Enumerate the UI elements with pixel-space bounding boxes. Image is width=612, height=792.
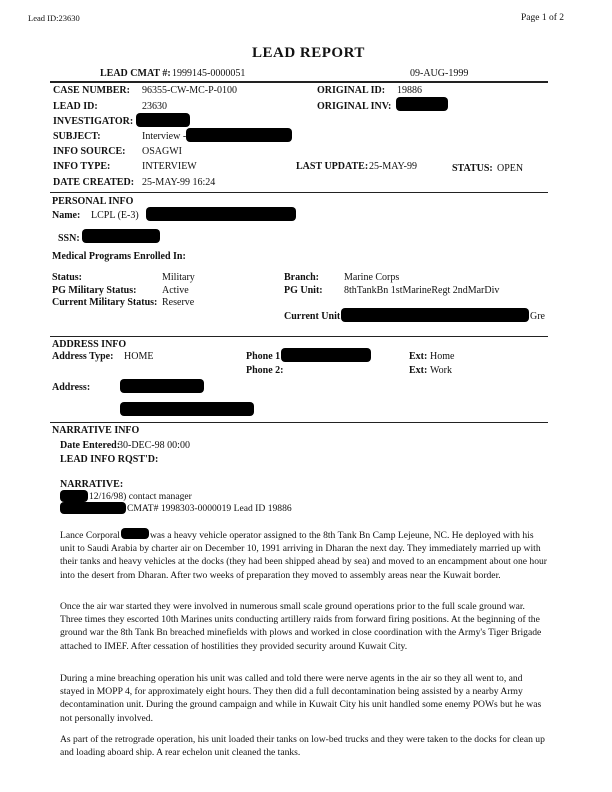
redaction: [146, 207, 296, 221]
medical-programs-label: Medical Programs Enrolled In:: [52, 251, 186, 262]
address-label: Address:: [52, 382, 91, 393]
branch-value: Marine Corps: [344, 272, 400, 283]
narrative-p1-start: Lance Corporal: [60, 530, 120, 541]
branch-label: Branch:: [284, 272, 319, 283]
current-unit-label: Current Unit: [284, 311, 341, 322]
subject-value: Interview -: [142, 131, 187, 142]
ext1-label: Ext:: [409, 351, 428, 362]
name-value: LCPL (E-3): [91, 210, 139, 221]
narrative-paragraph-2: Once the air war started they were involved in numerous small scale ground operations prior to the full scale ground war. Three times they escorted 10th Marines units conducting artillery raids from forward firing positions. At the beginning of the ground war the 8th Tank Bn breached minefields with plows and worked in close coordination with the Army's Tiger Brigade attached to IMEF. After cessation of hostilities they provided security around Kuwait City.: [60, 601, 542, 652]
status-field-value: Military: [162, 272, 195, 283]
divider: [50, 192, 548, 193]
case-number-value: 96355-CW-MC-P-0100: [142, 85, 237, 96]
info-type-value: INTERVIEW: [142, 161, 197, 172]
lead-info-rqst-label: LEAD INFO RQST'D:: [60, 454, 159, 465]
lead-id-label: LEAD ID:: [53, 101, 98, 112]
redaction: [186, 128, 292, 142]
redaction: [396, 97, 448, 111]
redaction: [121, 528, 149, 539]
current-unit-suffix: Gre: [530, 311, 545, 322]
status-field-label: Status:: [52, 272, 83, 283]
page-title: LEAD REPORT: [252, 45, 365, 61]
investigator-label: INVESTIGATOR:: [53, 116, 134, 127]
current-military-status-value: Reserve: [162, 297, 195, 308]
lead-id-value: 23630: [142, 101, 167, 112]
status-label: STATUS:: [452, 163, 493, 174]
redaction: [60, 502, 126, 514]
status-value: OPEN: [497, 163, 524, 174]
original-id-value: 19886: [397, 85, 422, 96]
redaction: [341, 308, 529, 322]
narrative-p1-rest: with his unit to Saudi Arabia by charter air on December 10, 1991 arriving in Dharan the next day. They immediately married up with their tanks and heavy vehicles at the docks (they had been shipped ahead by sea) and moved to an encampment about one hour into the desert from Dharan. After two weeks of preparation they moved to assembly areas near the Kuwait border.: [60, 530, 547, 581]
pg-military-status-value: Active: [162, 285, 189, 296]
lead-cmat-label: LEAD CMAT #:: [100, 68, 171, 79]
subject-label: SUBJECT:: [53, 131, 101, 142]
current-military-status-label: Current Military Status:: [52, 297, 158, 308]
pg-unit-value: 8thTankBn 1stMarineRegt 2ndMarDiv: [344, 285, 500, 296]
address-type-label: Address Type:: [52, 351, 114, 362]
divider: [50, 336, 548, 337]
narrative-info-heading: NARRATIVE INFO: [52, 425, 140, 436]
divider: [50, 422, 548, 423]
divider: [50, 81, 548, 83]
info-source-value: OSAGWI: [142, 146, 182, 157]
lead-id-header: Lead ID:23630: [28, 13, 80, 23]
original-inv-label: ORIGINAL INV:: [317, 101, 392, 112]
page-number: Page 1 of 2: [521, 13, 565, 23]
narrative-cmat-line: CMAT# 1998303-0000019 Lead ID 19886: [127, 503, 292, 514]
redaction: [120, 379, 204, 393]
ext1-value: Home: [430, 351, 455, 362]
redaction: [60, 490, 88, 502]
date-created-label: DATE CREATED:: [53, 177, 135, 188]
pg-unit-label: PG Unit:: [284, 285, 323, 296]
redaction: [281, 348, 371, 362]
last-update-label: LAST UPDATE:: [296, 161, 369, 172]
phone2-label: Phone 2:: [246, 365, 284, 376]
narrative-label: NARRATIVE:: [60, 479, 124, 490]
case-number-label: CASE NUMBER:: [53, 85, 130, 96]
redaction: [136, 113, 190, 127]
pg-military-status-label: PG Military Status:: [52, 285, 137, 296]
narrative-p1-line1: was a heavy vehicle operator assigned to the 8th Tank Bn Camp Lejeune, NC. He deployed: [149, 530, 501, 541]
ext2-label: Ext:: [409, 365, 428, 376]
narrative-paragraph-4: As part of the retrograde operation, his unit loaded their tanks on low-bed trucks and they were taken to the docks for clean up and loading aboard ship. A rear echelon unit cleaned the tanks.: [60, 734, 545, 759]
info-type-label: INFO TYPE:: [53, 161, 111, 172]
redaction: [120, 402, 254, 416]
date-entered-label: Date Entered:: [60, 440, 121, 451]
report-date: 09-AUG-1999: [410, 68, 469, 79]
info-source-label: INFO SOURCE:: [53, 146, 126, 157]
phone1-label: Phone 1: [246, 351, 281, 362]
ext2-value: Work: [430, 365, 452, 376]
original-id-label: ORIGINAL ID:: [317, 85, 386, 96]
personal-info-heading: PERSONAL INFO: [52, 196, 134, 207]
name-label: Name:: [52, 210, 81, 221]
address-info-heading: ADDRESS INFO: [52, 339, 127, 350]
lead-cmat-value: 1999145-0000051: [172, 68, 246, 79]
address-type-value: HOME: [124, 351, 154, 362]
narrative-paragraph-3: During a mine breaching operation his unit was called and told there were nerve agents in the air so they all went to, and stayed in MOPP 4, for approximately eight hours. They then did a full decontamination being assisted by a nearby Army decontamination unit. During the ground campaign and while in Kuwait City his unit handled some enemy POWs but he was not personally involved.: [60, 673, 542, 724]
date-entered-value: 30-DEC-98 00:00: [118, 440, 190, 451]
last-update-value: 25-MAY-99: [369, 161, 417, 172]
date-created-value: 25-MAY-99 16:24: [142, 177, 216, 188]
narrative-contact-line: 12/16/98) contact manager: [89, 491, 192, 502]
ssn-label: SSN:: [58, 233, 80, 244]
narrative-paragraph-1: [60, 528, 548, 582]
redaction: [82, 229, 160, 243]
